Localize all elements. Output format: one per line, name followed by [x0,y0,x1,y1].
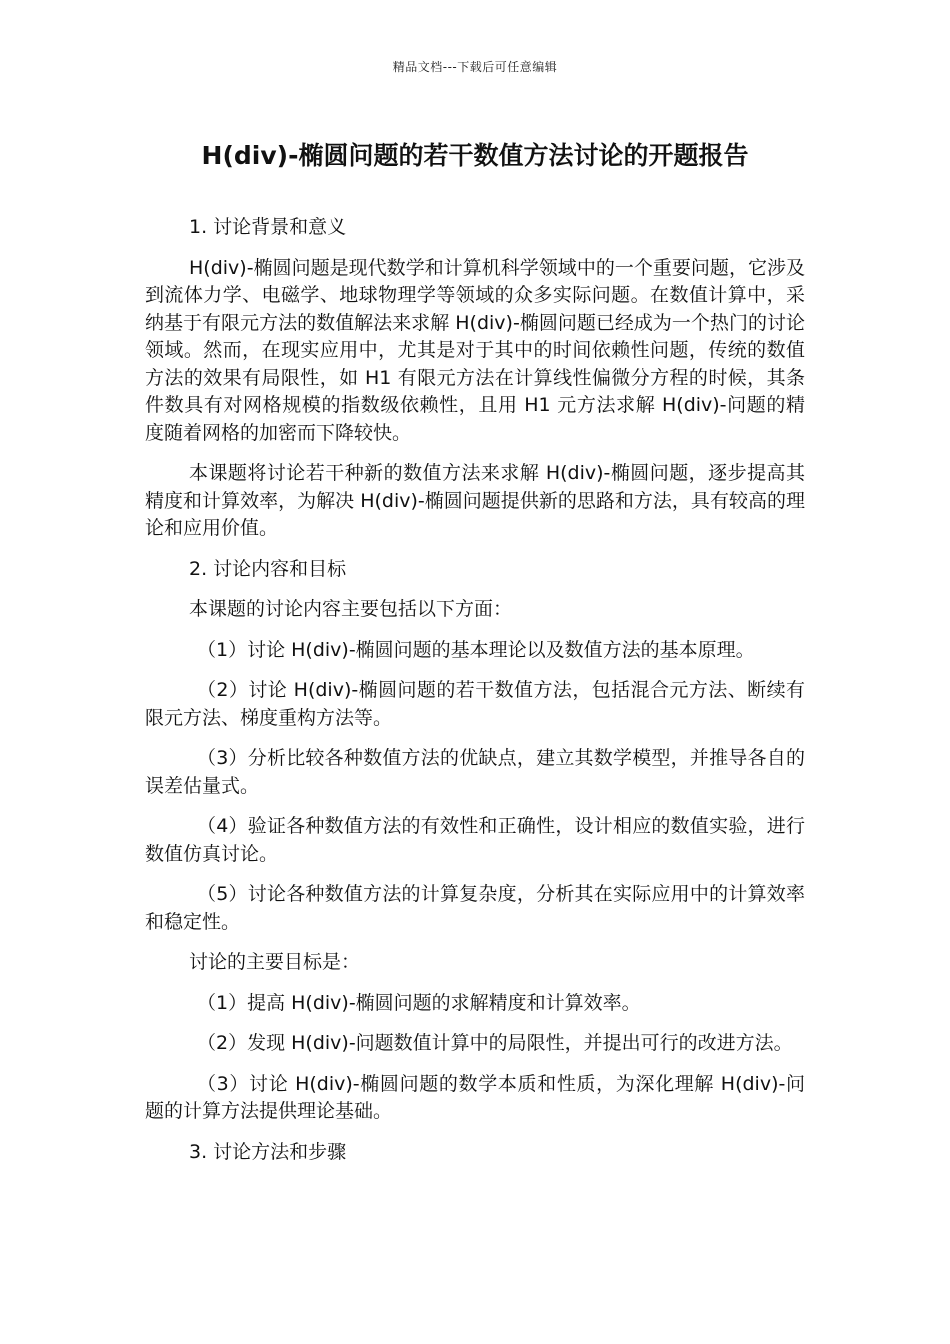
content-item-2: （2）讨论 H(div)-椭圆问题的若干数值方法，包括混合元方法、断续有限元方法、梯度重构方法等。 [145,679,805,729]
content-item-4: （4）验证各种数值方法的有效性和正确性，设计相应的数值实验，进行数值仿真讨论。 [145,815,805,865]
document-body [145,214,805,1179]
content-item-3: （3）分析比较各种数值方法的优缺点，建立其数学模型，并推导各自的误差估量式。 [145,747,805,797]
section-1-paragraph-2: 本课题将讨论若干种新的数值方法来求解 H(div)-椭圆问题，逐步提高其精度和计算效率，为解决 H(div)-椭圆问题提供新的思路和方法，具有较高的理论和应用价值。 [145,462,805,539]
section-2-heading: 2. 讨论内容和目标 [189,557,347,580]
section-1-paragraph-1: H(div)-椭圆问题是现代数学和计算机科学领域中的一个重要问题，它涉及到流体力学、电磁学、地球物理学等领域的众多实际问题。在数值计算中，采纳基于有限元方法的数值解法来求解 H(div)-椭圆问题已经成为一个热门的讨论领域。然而，在现实应用中，尤其是对于其中的时间依赖性问题，传统的数值方法的效果有局限性，如 H1 有限元方法在计算线性偏微分方程的时候，其条件数具有对网格规模的指数级依赖性，且用 H1 元方法求解 H(div)-问题的精度随着网格的加密而下降较快。 [145,256,805,444]
goal-item-2: （2）发现 H(div)-问题数值计算中的局限性，并提出可行的改进方法。 [197,1032,793,1054]
goal-item-3: （3）讨论 H(div)-椭圆问题的数学本质和性质，为深化理解 H(div)-问题的计算方法提供理论基础。 [145,1072,805,1122]
section-1-heading: 1. 讨论背景和意义 [189,216,347,238]
header-note: 精品文档---下载后可任意编辑 [392,60,558,74]
content-item-1: （1）讨论 H(div)-椭圆问题的基本理论以及数值方法的基本原理。 [197,638,755,661]
document-title: H(div)-椭圆问题的若干数值方法讨论的开题报告 [201,141,749,170]
goal-item-1: （1）提高 H(div)-椭圆问题的求解精度和计算效率。 [197,991,641,1014]
goals-intro: 讨论的主要目标是： [189,951,361,973]
content-intro: 本课题的讨论内容主要包括以下方面： [189,598,513,620]
content-item-5: （5）讨论各种数值方法的计算复杂度，分析其在实际应用中的计算效率和稳定性。 [145,883,805,933]
section-3-heading: 3. 讨论方法和步骤 [189,1140,347,1163]
